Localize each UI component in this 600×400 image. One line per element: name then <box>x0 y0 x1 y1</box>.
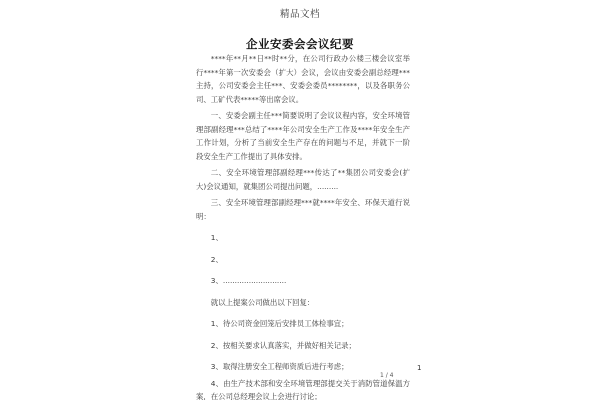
paragraph-section-1: 一、安委会副主任***简要说明了会议议程内容，安全环境管理部副经理***总结了****年公司安全生产工作及****年安全生产工作计划，分析了当前安全生产存在的问题与不足，并就下一阶段安全生产工作提出了具体安排。 <box>196 111 410 161</box>
paragraph-section-4: 4、由生产技术部和安全环境管理部提交关于消防管道保温方案，在公司总经理会议上会进行讨论； <box>196 378 410 400</box>
paragraph-section-3: 三、安全环境管理部副经理***就****年安全、环保天道行说明： <box>196 198 410 221</box>
numbered-item-2: 2、 <box>210 254 223 264</box>
page-number: 1 / 4 <box>380 372 394 379</box>
document-title: 企业安委会会议纪要 <box>246 37 354 51</box>
side-mark: 1 <box>417 364 422 372</box>
numbered-item-3: 3、........................... <box>210 276 287 285</box>
reply-item-3: 3、取得注册安全工程师资质后进行考虑； <box>210 362 349 371</box>
numbered-item-1: 1、 <box>210 233 223 242</box>
conclusion-text: 就以上提案公司做出以下回复： <box>210 297 315 307</box>
document-body <box>196 52 410 400</box>
reply-item-2: 2、按相关要求认真落实，并做好相关记录； <box>210 340 356 350</box>
page-header: 精品文档 <box>279 9 320 20</box>
paragraph-intro: ****年**月**日**时**分，在公司行政办公楼三楼会议室举行****年第一次安委会（扩大）会议，会议由安委会副总经理***主持，公司安委会主任***、安委会委员********，以及各职务公司、工矿代表*****等出席会议。 <box>196 54 410 104</box>
reply-item-1: 1、待公司资金回笼后安排员工体检事宜； <box>210 319 349 328</box>
paragraph-section-2: 二、安全环境管理部副经理***传达了**集团公司安委会(扩大)会议通知，就集团公司提出问题，......... <box>196 168 410 191</box>
